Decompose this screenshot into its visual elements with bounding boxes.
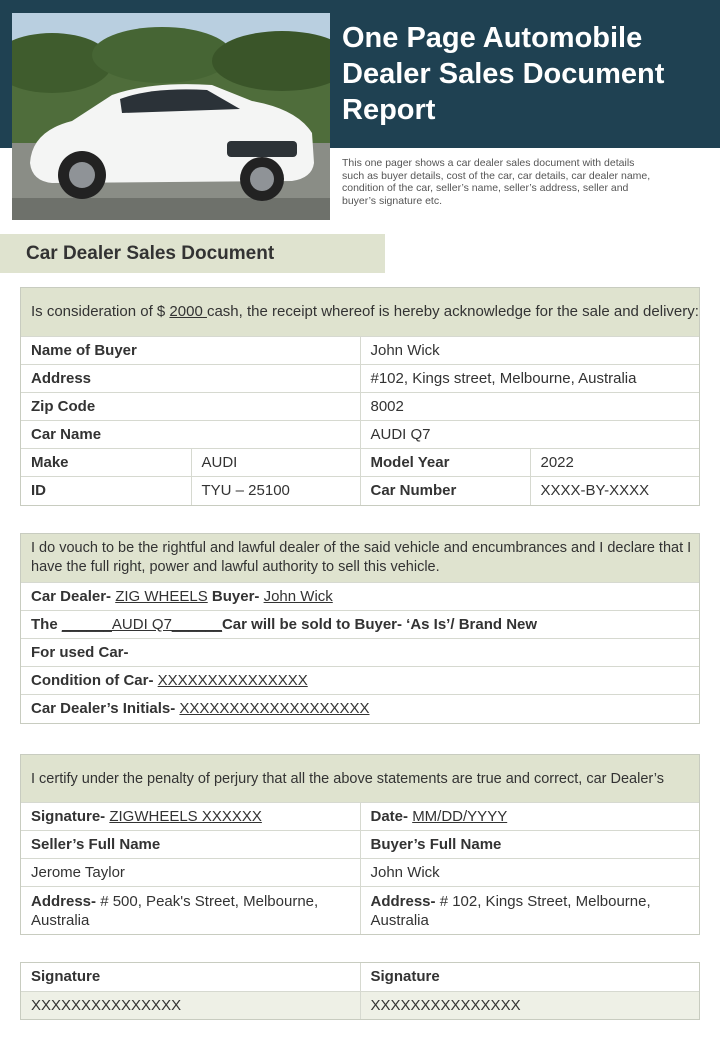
seller-signature-value: XXXXXXXXXXXXXXX <box>21 991 360 1019</box>
dealer-buyer-row: Car Dealer- ZIG WHEELS Buyer- John Wick <box>21 583 699 611</box>
car-name-value: AUDI Q7 <box>360 421 699 449</box>
section-title: Car Dealer Sales Document <box>0 234 385 273</box>
buyer-full-name-value: John Wick <box>360 859 699 887</box>
consideration-amount: 2000 <box>169 303 207 320</box>
used-car-label: For used Car- <box>21 639 699 667</box>
buyer-name-label: Name of Buyer <box>21 337 360 365</box>
car-illustration <box>12 13 330 220</box>
zip-code-value: 8002 <box>360 393 699 421</box>
dealer-name-value: ZIG WHEELS <box>115 588 208 605</box>
seller-name-value: Jerome Taylor <box>21 859 360 887</box>
buyer-name-value: John Wick <box>360 337 699 365</box>
buyer-details-table <box>20 287 700 506</box>
date-value: MM/DD/YYYY <box>412 808 508 825</box>
make-label: Make <box>21 449 191 477</box>
seller-address: Address- # 500, Peak's Street, Melbourne, Australia <box>21 887 360 935</box>
initials-row: Car Dealer’s Initials- XXXXXXXXXXXXXXXXXXX <box>21 695 699 723</box>
address-value: #102, Kings street, Melbourne, Australia <box>360 365 699 393</box>
make-value: AUDI <box>191 449 360 477</box>
seller-signature-label: Signature <box>21 963 360 991</box>
car-number-label: Car Number <box>360 477 530 505</box>
dealer-declaration-table <box>20 533 700 724</box>
id-value: TYU – 25100 <box>191 477 360 505</box>
date-row: Date- MM/DD/YYYY <box>360 803 699 831</box>
page-title: One Page Automobile Dealer Sales Document Report <box>342 22 665 126</box>
car-sale-row: The ______AUDI Q7______Car will be sold to Buyer- ‘As Is’/ Brand New <box>21 611 699 639</box>
buyer-signature-label: Signature <box>360 963 699 991</box>
consideration-statement: Is consideration of $ 2000 cash, the receipt whereof is hereby acknowledge for the sale and delivery: <box>21 288 699 337</box>
car-name-label: Car Name <box>21 421 360 449</box>
signature-row: Signature- ZIGWHEELS XXXXXX <box>21 803 360 831</box>
car-number-value: XXXX-BY-XXXX <box>530 477 699 505</box>
buyer-value: John Wick <box>263 588 333 605</box>
certification-table <box>20 754 700 935</box>
zip-code-label: Zip Code <box>21 393 360 421</box>
signatures-table <box>20 962 700 1020</box>
car-model-value: ______AUDI Q7______ <box>61 616 222 633</box>
dealer-signature-value: ZIGWHEELS XXXXXX <box>109 808 262 825</box>
page-description: This one pager shows a car dealer sales document with details such as buyer details, cost of the car, car details, car dealer name, condition of the car, seller’s name, seller’s address, seller and buyer’s signature etc. <box>342 157 651 208</box>
model-year-value: 2022 <box>530 449 699 477</box>
model-year-label: Model Year <box>360 449 530 477</box>
vouch-statement: I do vouch to be the rightful and lawful dealer of the said vehicle and encumbrances and I declare that I have the full right, power and lawful authority to sell this vehicle. <box>21 534 699 583</box>
id-label: ID <box>21 477 191 505</box>
buyer-address: Address- # 102, Kings Street, Melbourne, Australia <box>360 887 699 935</box>
certify-statement: I certify under the penalty of perjury that all the above statements are true and correct, car Dealer’s <box>21 755 699 803</box>
car-photo <box>12 13 330 220</box>
buyer-full-name-label: Buyer’s Full Name <box>360 831 699 859</box>
initials-value: XXXXXXXXXXXXXXXXXXX <box>179 700 370 718</box>
condition-value: XXXXXXXXXXXXXXX <box>157 672 308 689</box>
buyer-signature-value: XXXXXXXXXXXXXXX <box>360 991 699 1019</box>
seller-name-label: Seller’s Full Name <box>21 831 360 859</box>
condition-row: Condition of Car- XXXXXXXXXXXXXXX <box>21 667 699 695</box>
address-label: Address <box>21 365 360 393</box>
